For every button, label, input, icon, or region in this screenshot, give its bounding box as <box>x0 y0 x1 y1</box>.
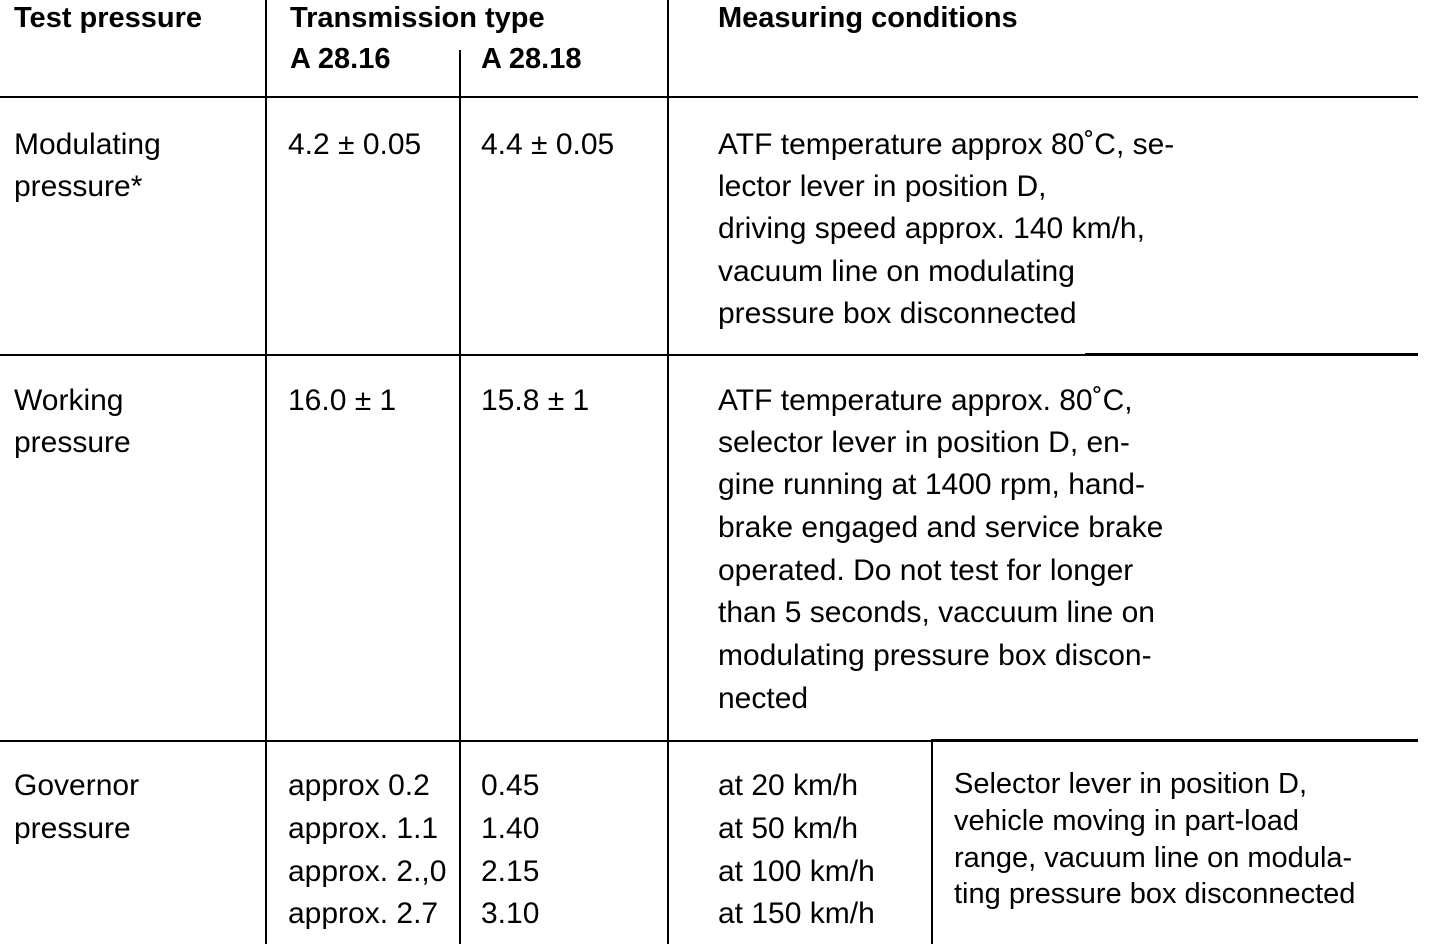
row1-a-value: 4.2 ± 0.05 <box>288 128 422 161</box>
vertical-rule-4 <box>931 740 933 944</box>
row3-b-value: 1.40 <box>481 812 540 845</box>
vertical-rule-3 <box>667 0 669 944</box>
header-measuring-conditions: Measuring conditions <box>718 2 1018 34</box>
row2-a-value: 16.0 ± 1 <box>288 384 397 417</box>
row3-condition-line: ting pressure box disconnected <box>954 878 1356 910</box>
row2-condition-line: ATF temperature approx. 80˚C, <box>718 384 1133 417</box>
row2-label-line: Working <box>14 384 124 417</box>
row2-condition-line: nected <box>718 682 809 715</box>
row1-condition-line: ATF temperature approx 80˚C, se- <box>718 128 1175 161</box>
row2-condition-line: selector lever in position D, en- <box>718 426 1130 459</box>
row3-a-value: approx. 1.1 <box>288 812 439 845</box>
row3-speed-line: at 100 km/h <box>718 855 875 888</box>
vertical-rule-2 <box>459 50 461 944</box>
row3-b-value: 3.10 <box>481 897 540 930</box>
header-type-b: A 28.18 <box>481 43 582 75</box>
row-rule-2-right <box>931 739 1418 742</box>
row3-condition-line: vehicle moving in part-load <box>954 805 1299 837</box>
row1-condition-line: lector lever in position D, <box>718 170 1047 203</box>
header-rule <box>0 96 1418 98</box>
row3-a-value: approx. 2.,0 <box>288 855 447 888</box>
header-type-a: A 28.16 <box>290 43 391 75</box>
header-transmission-type: Transmission type <box>290 2 545 34</box>
row1-label-line: pressure* <box>14 170 143 203</box>
row3-label-line: pressure <box>14 812 131 845</box>
row2-label-line: pressure <box>14 426 131 459</box>
header-test-pressure: Test pressure <box>14 2 203 34</box>
row1-label-line: Modulating <box>14 128 161 161</box>
row3-a-value: approx 0.2 <box>288 769 430 802</box>
row-rule-1-left <box>0 354 1085 356</box>
row2-condition-line: modulating pressure box discon- <box>718 639 1152 672</box>
vertical-rule-1 <box>265 0 267 944</box>
row3-b-value: 0.45 <box>481 769 540 802</box>
row2-condition-line: brake engaged and service brake <box>718 511 1164 544</box>
row3-condition-line: range, vacuum line on modula- <box>954 842 1353 874</box>
row3-speed-line: at 20 km/h <box>718 769 859 802</box>
row-rule-1-right <box>1085 353 1418 356</box>
row3-speed-line: at 50 km/h <box>718 812 859 845</box>
row3-a-cell <box>288 740 456 944</box>
row3-condition-line: Selector lever in position D, <box>954 768 1307 800</box>
row2-condition-line: than 5 seconds, vaccuum line on <box>718 596 1155 629</box>
row2-condition-line: gine running at 1400 rpm, hand- <box>718 468 1145 501</box>
row3-a-value: approx. 2.7 <box>288 897 439 930</box>
row1-condition-line: pressure box disconnected <box>718 297 1077 330</box>
row2-condition-line: operated. Do not test for longer <box>718 554 1134 587</box>
row2-b-value: 15.8 ± 1 <box>481 384 590 417</box>
row-rule-2-left <box>0 740 931 742</box>
row1-condition-line: vacuum line on modulating <box>718 255 1075 288</box>
row3-b-value: 2.15 <box>481 855 540 888</box>
row1-condition-line: driving speed approx. 140 km/h, <box>718 212 1145 245</box>
row3-speed-line: at 150 km/h <box>718 897 875 930</box>
row1-b-value: 4.4 ± 0.05 <box>481 128 615 161</box>
row3-label-line: Governor <box>14 769 140 802</box>
